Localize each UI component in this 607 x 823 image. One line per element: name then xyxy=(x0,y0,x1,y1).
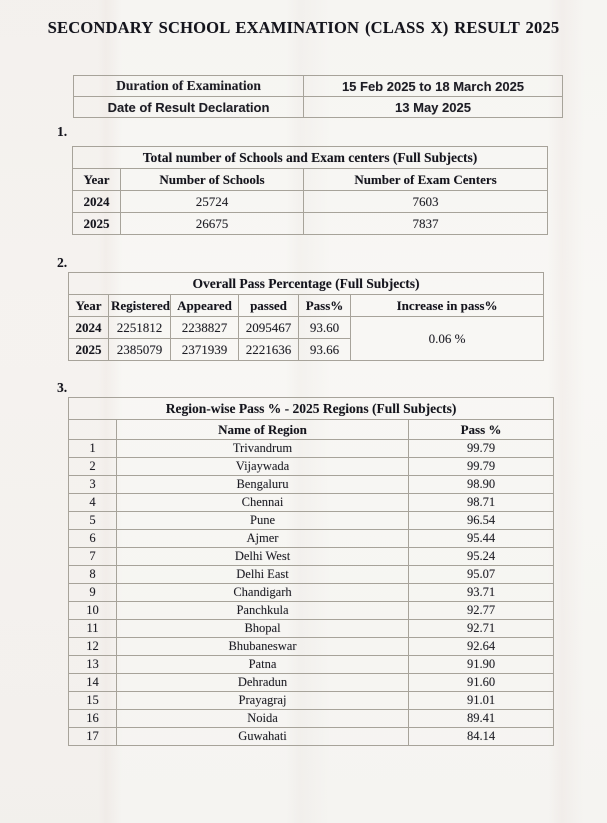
section-1-number: 1. xyxy=(57,124,68,139)
region-name-cell: Delhi West xyxy=(117,548,409,566)
section-2-number: 2. xyxy=(57,255,68,270)
region-name-cell: Chennai xyxy=(117,494,409,512)
appeared-cell: 2371939 xyxy=(171,339,239,361)
region-name-cell: Delhi East xyxy=(117,566,409,584)
region-pass-cell: 92.71 xyxy=(409,620,554,638)
table-row xyxy=(69,674,554,692)
passed-cell: 2095467 xyxy=(239,317,299,339)
region-rank-cell: 11 xyxy=(69,620,117,638)
region-pass-cell: 99.79 xyxy=(409,440,554,458)
year-header: Year xyxy=(73,169,121,191)
region-pass-cell: 89.41 xyxy=(409,710,554,728)
region-name-cell: Dehradun xyxy=(117,674,409,692)
region-rank-cell: 13 xyxy=(69,656,117,674)
year-cell: 2024 xyxy=(69,317,109,339)
region-name-cell: Bhubaneswar xyxy=(117,638,409,656)
rank-header xyxy=(69,420,117,440)
schools-table-title: Total number of Schools and Exam centers (Full Subjects) xyxy=(73,147,548,169)
region-name-cell: Bengaluru xyxy=(117,476,409,494)
pass-pct-header: Pass% xyxy=(299,295,351,317)
table-row xyxy=(69,692,554,710)
region-pass-cell: 92.64 xyxy=(409,638,554,656)
declaration-label: Date of Result Declaration xyxy=(74,97,304,118)
region-rank-cell: 6 xyxy=(69,530,117,548)
year-cell: 2025 xyxy=(73,213,121,235)
region-rank-cell: 14 xyxy=(69,674,117,692)
pass-pct-cell: 93.60 xyxy=(299,317,351,339)
table-row xyxy=(69,566,554,584)
page-title: SECONDARY SCHOOL EXAMINATION (CLASS X) RESULT 2025 xyxy=(47,18,560,37)
appeared-cell: 2238827 xyxy=(171,317,239,339)
table-row xyxy=(69,710,554,728)
table-header-row xyxy=(69,420,554,440)
registered-header: Registered xyxy=(109,295,171,317)
pass-pct-cell: 93.66 xyxy=(299,339,351,361)
section-3-number: 3. xyxy=(57,380,68,395)
region-table-title: Region-wise Pass % - 2025 Regions (Full Subjects) xyxy=(69,398,554,420)
duration-value: 15 Feb 2025 to 18 March 2025 xyxy=(304,76,563,97)
region-pass-header: Pass % xyxy=(409,420,554,440)
region-rank-cell: 5 xyxy=(69,512,117,530)
table-row xyxy=(69,317,544,339)
registered-cell: 2251812 xyxy=(109,317,171,339)
region-pass-cell: 98.90 xyxy=(409,476,554,494)
increase-header: Increase in pass% xyxy=(351,295,544,317)
table-row xyxy=(69,620,554,638)
year-cell: 2025 xyxy=(69,339,109,361)
region-rank-cell: 3 xyxy=(69,476,117,494)
exam-info-table xyxy=(73,75,563,118)
table-row xyxy=(69,638,554,656)
region-pass-cell: 93.71 xyxy=(409,584,554,602)
region-pass-cell: 95.07 xyxy=(409,566,554,584)
region-pass-cell: 99.79 xyxy=(409,458,554,476)
registered-cell: 2385079 xyxy=(109,339,171,361)
table-row xyxy=(69,602,554,620)
centers-cell: 7603 xyxy=(304,191,548,213)
region-name-cell: Prayagraj xyxy=(117,692,409,710)
region-pass-cell: 91.60 xyxy=(409,674,554,692)
region-pass-cell: 84.14 xyxy=(409,728,554,746)
schools-cell: 26675 xyxy=(121,213,304,235)
region-rank-cell: 12 xyxy=(69,638,117,656)
region-name-cell: Noida xyxy=(117,710,409,728)
region-pass-cell: 98.71 xyxy=(409,494,554,512)
duration-label: Duration of Examination xyxy=(74,76,304,97)
increase-cell: 0.06 % xyxy=(351,317,544,361)
table-row xyxy=(69,458,554,476)
passed-header: passed xyxy=(239,295,299,317)
region-rank-cell: 16 xyxy=(69,710,117,728)
centers-header: Number of Exam Centers xyxy=(304,169,548,191)
table-row xyxy=(69,656,554,674)
region-pass-cell: 91.90 xyxy=(409,656,554,674)
region-rank-cell: 2 xyxy=(69,458,117,476)
table-header-row xyxy=(73,169,548,191)
declaration-value: 13 May 2025 xyxy=(304,97,563,118)
region-rank-cell: 1 xyxy=(69,440,117,458)
region-wise-table xyxy=(68,397,554,746)
centers-cell: 7837 xyxy=(304,213,548,235)
table-row xyxy=(74,97,563,118)
appeared-header: Appeared xyxy=(171,295,239,317)
passed-cell: 2221636 xyxy=(239,339,299,361)
table-title-row xyxy=(69,273,544,295)
region-name-cell: Guwahati xyxy=(117,728,409,746)
table-row xyxy=(73,191,548,213)
region-name-cell: Ajmer xyxy=(117,530,409,548)
region-name-cell: Patna xyxy=(117,656,409,674)
region-pass-cell: 95.44 xyxy=(409,530,554,548)
table-row xyxy=(69,530,554,548)
table-row xyxy=(69,548,554,566)
table-title-row xyxy=(73,147,548,169)
table-header-row xyxy=(69,295,544,317)
region-name-cell: Panchkula xyxy=(117,602,409,620)
region-pass-cell: 91.01 xyxy=(409,692,554,710)
region-name-header: Name of Region xyxy=(117,420,409,440)
table-row xyxy=(74,76,563,97)
region-rank-cell: 8 xyxy=(69,566,117,584)
table-row xyxy=(69,476,554,494)
schools-centers-table xyxy=(72,146,548,235)
year-header: Year xyxy=(69,295,109,317)
region-rank-cell: 7 xyxy=(69,548,117,566)
table-row xyxy=(69,584,554,602)
schools-cell: 25724 xyxy=(121,191,304,213)
pass-percentage-table xyxy=(68,272,544,361)
table-row xyxy=(69,512,554,530)
region-name-cell: Trivandrum xyxy=(117,440,409,458)
region-name-cell: Chandigarh xyxy=(117,584,409,602)
region-name-cell: Vijaywada xyxy=(117,458,409,476)
region-rows xyxy=(69,440,554,746)
region-rank-cell: 17 xyxy=(69,728,117,746)
region-name-cell: Bhopal xyxy=(117,620,409,638)
table-row xyxy=(73,213,548,235)
region-rank-cell: 9 xyxy=(69,584,117,602)
region-rank-cell: 10 xyxy=(69,602,117,620)
pass-table-title: Overall Pass Percentage (Full Subjects) xyxy=(69,273,544,295)
table-title-row xyxy=(69,398,554,420)
table-row xyxy=(69,728,554,746)
region-rank-cell: 15 xyxy=(69,692,117,710)
region-name-cell: Pune xyxy=(117,512,409,530)
region-pass-cell: 96.54 xyxy=(409,512,554,530)
region-pass-cell: 95.24 xyxy=(409,548,554,566)
table-row xyxy=(69,494,554,512)
region-rank-cell: 4 xyxy=(69,494,117,512)
table-row xyxy=(69,440,554,458)
year-cell: 2024 xyxy=(73,191,121,213)
schools-header: Number of Schools xyxy=(121,169,304,191)
region-pass-cell: 92.77 xyxy=(409,602,554,620)
